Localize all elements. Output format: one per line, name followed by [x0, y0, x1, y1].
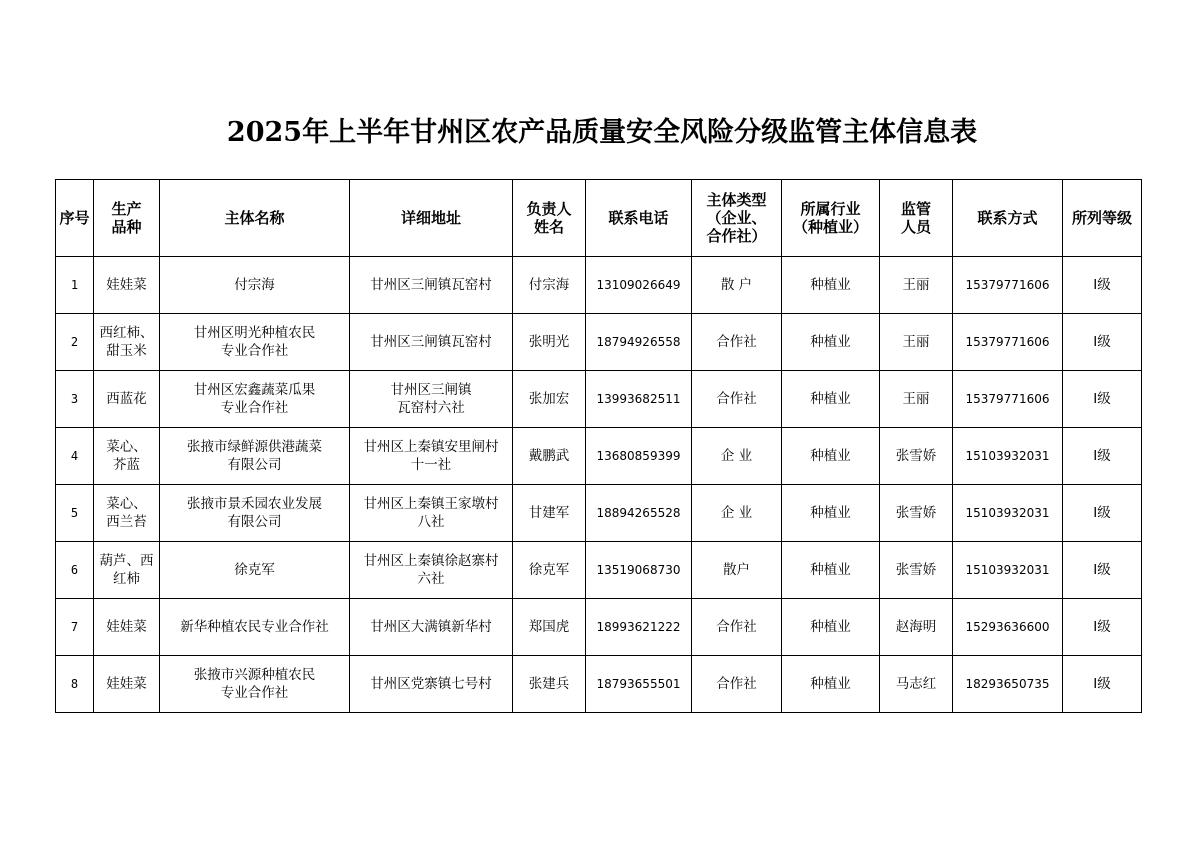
cell-address-line: 甘州区党寨镇七号村	[370, 676, 492, 692]
cell-grade	[1063, 257, 1142, 314]
cell-entity-type-line: 散户	[723, 562, 750, 578]
cell-entity-name-line: 专业合作社	[220, 400, 289, 416]
cell-entity-name	[160, 314, 350, 371]
cell-address-line: 瓦窑村六社	[397, 400, 465, 416]
cell-entity-type	[692, 428, 782, 485]
cell-entity-type	[692, 371, 782, 428]
cell-entity-name-line: 张掖市绿鲜源供港蔬菜	[187, 439, 322, 455]
cell-variety-line: 菜心、	[106, 496, 147, 512]
cell-industry	[782, 428, 880, 485]
cell-phone-line: 18894265528	[596, 506, 681, 520]
cell-entity-name-line: 甘州区明光种植农民	[193, 325, 316, 341]
cell-address	[350, 257, 513, 314]
header-contact	[953, 180, 1063, 257]
cell-entity-name-line: 有限公司	[227, 457, 282, 473]
cell-address	[350, 542, 513, 599]
cell-entity-type-line: 合作社	[716, 676, 757, 692]
cell-supervisor	[880, 371, 953, 428]
cell-industry-line: 种植业	[810, 334, 851, 350]
cell-address-line: 甘州区上秦镇安里闸村	[363, 439, 499, 455]
cell-supervisor	[880, 542, 953, 599]
cell-seq	[56, 599, 94, 656]
cell-phone	[586, 428, 692, 485]
cell-phone	[586, 542, 692, 599]
header-variety	[94, 180, 160, 257]
cell-variety	[94, 428, 160, 485]
cell-entity-type	[692, 314, 782, 371]
header-seq	[56, 180, 94, 257]
cell-supervisor-line: 张雪娇	[895, 448, 937, 464]
cell-variety	[94, 314, 160, 371]
cell-phone-line: 18793655501	[596, 677, 681, 691]
cell-contact-line: 15379771606	[965, 278, 1050, 292]
header-grade-line: 所列等级	[1071, 209, 1132, 227]
header-contact-line: 联系方式	[977, 209, 1038, 227]
cell-address	[350, 485, 513, 542]
table-row	[56, 656, 1142, 713]
cell-address-line: 六社	[417, 571, 445, 587]
cell-person-in-charge	[513, 428, 586, 485]
cell-grade-line: Ⅰ级	[1093, 562, 1111, 578]
cell-grade	[1063, 542, 1142, 599]
cell-entity-name-line: 有限公司	[227, 514, 282, 530]
cell-seq-line: 4	[70, 449, 79, 463]
header-variety-line: 品种	[111, 218, 142, 236]
cell-grade-line: Ⅰ级	[1093, 334, 1111, 350]
cell-person-in-charge	[513, 656, 586, 713]
cell-entity-type	[692, 485, 782, 542]
cell-industry	[782, 257, 880, 314]
cell-variety-line: 芥蓝	[113, 457, 140, 473]
cell-address	[350, 656, 513, 713]
cell-address	[350, 428, 513, 485]
cell-entity-type	[692, 542, 782, 599]
cell-grade	[1063, 314, 1142, 371]
cell-variety	[94, 485, 160, 542]
cell-seq	[56, 485, 94, 542]
table-row	[56, 314, 1142, 371]
cell-address-line: 八社	[417, 514, 445, 530]
cell-person-in-charge-line: 徐克军	[528, 562, 570, 578]
cell-phone-line: 18993621222	[596, 620, 681, 634]
cell-seq	[56, 257, 94, 314]
cell-address-line: 甘州区上秦镇王家墩村	[363, 496, 499, 512]
cell-variety-line: 娃娃菜	[106, 676, 147, 692]
header-industry-line: 所属行业	[800, 200, 861, 218]
cell-industry-line: 种植业	[810, 619, 851, 635]
cell-person-in-charge-line: 郑国虎	[528, 619, 570, 635]
cell-phone	[586, 257, 692, 314]
cell-industry	[782, 599, 880, 656]
cell-supervisor-line: 王丽	[902, 334, 930, 350]
cell-entity-name-line: 付宗海	[234, 277, 275, 293]
cell-grade-line: Ⅰ级	[1093, 277, 1111, 293]
header-address	[350, 180, 513, 257]
cell-variety	[94, 257, 160, 314]
cell-contact	[953, 257, 1063, 314]
cell-address-line: 甘州区上秦镇徐赵寨村	[363, 553, 499, 569]
header-industry-line: （种植业）	[792, 218, 868, 236]
cell-seq-line: 1	[70, 278, 79, 292]
cell-grade-line: Ⅰ级	[1093, 391, 1111, 407]
cell-entity-type-line: 合作社	[716, 334, 757, 350]
cell-variety-line: 甜玉米	[106, 343, 147, 359]
cell-contact-line: 18293650735	[965, 677, 1050, 691]
header-supervisor	[880, 180, 953, 257]
cell-entity-name	[160, 257, 350, 314]
cell-entity-name	[160, 542, 350, 599]
cell-variety-line: 西蓝花	[106, 391, 147, 407]
table-row	[56, 257, 1142, 314]
cell-entity-name	[160, 485, 350, 542]
cell-entity-name	[160, 371, 350, 428]
cell-seq-line: 7	[70, 620, 79, 634]
cell-seq	[56, 371, 94, 428]
cell-contact-line: 15293636600	[965, 620, 1050, 634]
header-person-in-charge-line: 姓名	[533, 218, 564, 236]
header-entity-type	[692, 180, 782, 257]
cell-address-line: 十一社	[410, 457, 452, 473]
cell-supervisor-line: 赵海明	[895, 619, 937, 635]
header-entity-type-line: 合作社）	[706, 227, 767, 245]
header-person-in-charge-line: 负责人	[526, 200, 572, 218]
cell-variety-line: 西兰苔	[106, 514, 147, 530]
cell-phone	[586, 485, 692, 542]
cell-contact-line: 15103932031	[965, 506, 1050, 520]
header-supervisor-line: 监管	[900, 200, 931, 218]
cell-contact-line: 15103932031	[965, 563, 1050, 577]
cell-entity-type-line: 合作社	[716, 619, 757, 635]
cell-entity-name	[160, 656, 350, 713]
cell-seq	[56, 428, 94, 485]
cell-entity-type-line: 企 业	[720, 505, 753, 521]
cell-person-in-charge-line: 张明光	[528, 334, 570, 350]
header-phone-line: 联系电话	[608, 209, 669, 227]
cell-variety-line: 菜心、	[106, 439, 147, 455]
cell-person-in-charge-line: 张加宏	[528, 391, 570, 407]
cell-person-in-charge	[513, 485, 586, 542]
cell-person-in-charge-line: 戴鹏武	[528, 448, 570, 464]
header-industry	[782, 180, 880, 257]
cell-person-in-charge	[513, 599, 586, 656]
table-row	[56, 485, 1142, 542]
cell-grade-line: Ⅰ级	[1093, 448, 1111, 464]
cell-entity-name	[160, 428, 350, 485]
cell-seq-line: 2	[70, 335, 79, 349]
header-entity-name	[160, 180, 350, 257]
cell-variety	[94, 542, 160, 599]
cell-address-line: 甘州区大满镇新华村	[370, 619, 492, 635]
cell-supervisor	[880, 428, 953, 485]
cell-person-in-charge-line: 张建兵	[528, 676, 570, 692]
cell-address-line: 甘州区三闸镇	[390, 382, 472, 398]
cell-entity-name-line: 张掖市景禾园农业发展	[187, 496, 322, 512]
cell-industry-line: 种植业	[810, 676, 851, 692]
cell-variety-line: 红柿	[113, 571, 140, 587]
cell-address	[350, 371, 513, 428]
cell-variety-line: 娃娃菜	[106, 277, 147, 293]
cell-supervisor	[880, 485, 953, 542]
cell-supervisor	[880, 257, 953, 314]
cell-seq	[56, 314, 94, 371]
cell-seq-line: 6	[70, 563, 79, 577]
cell-contact	[953, 428, 1063, 485]
cell-industry	[782, 371, 880, 428]
cell-supervisor-line: 王丽	[902, 277, 930, 293]
cell-contact-line: 15103932031	[965, 449, 1050, 463]
cell-grade-line: Ⅰ级	[1093, 676, 1111, 692]
cell-grade	[1063, 371, 1142, 428]
cell-phone	[586, 599, 692, 656]
cell-entity-type-line: 散 户	[720, 277, 753, 293]
cell-phone	[586, 656, 692, 713]
cell-supervisor-line: 马志红	[895, 676, 937, 692]
cell-seq-line: 3	[70, 392, 79, 406]
cell-person-in-charge	[513, 314, 586, 371]
cell-phone	[586, 314, 692, 371]
cell-entity-name-line: 甘州区宏鑫蔬菜瓜果	[193, 382, 316, 398]
cell-contact	[953, 599, 1063, 656]
cell-grade	[1063, 428, 1142, 485]
cell-industry-line: 种植业	[810, 448, 851, 464]
cell-entity-type	[692, 656, 782, 713]
cell-variety	[94, 656, 160, 713]
cell-supervisor	[880, 314, 953, 371]
cell-entity-name-line: 专业合作社	[220, 343, 289, 359]
cell-supervisor-line: 张雪娇	[895, 505, 937, 521]
cell-entity-name-line: 专业合作社	[220, 685, 289, 701]
cell-entity-name	[160, 599, 350, 656]
cell-entity-name-line: 徐克军	[234, 562, 275, 578]
cell-variety	[94, 599, 160, 656]
cell-industry	[782, 542, 880, 599]
cell-phone-line: 13109026649	[596, 278, 681, 292]
cell-entity-type	[692, 599, 782, 656]
cell-phone-line: 13680859399	[596, 449, 681, 463]
supervision-table	[55, 179, 1142, 713]
cell-phone-line: 13519068730	[596, 563, 681, 577]
table-row	[56, 371, 1142, 428]
cell-grade	[1063, 485, 1142, 542]
cell-industry	[782, 485, 880, 542]
cell-phone-line: 13993682511	[596, 392, 681, 406]
cell-seq	[56, 656, 94, 713]
header-entity-name-line: 主体名称	[224, 209, 285, 227]
cell-entity-type-line: 企 业	[720, 448, 753, 464]
cell-supervisor	[880, 599, 953, 656]
cell-address-line: 甘州区三闸镇瓦窑村	[370, 334, 492, 350]
cell-address	[350, 599, 513, 656]
cell-seq-line: 5	[70, 506, 79, 520]
cell-person-in-charge	[513, 257, 586, 314]
cell-entity-name-line: 新华种植农民专业合作社	[180, 619, 329, 635]
cell-grade	[1063, 656, 1142, 713]
cell-contact	[953, 656, 1063, 713]
cell-supervisor-line: 张雪娇	[895, 562, 937, 578]
table-row	[56, 542, 1142, 599]
header-entity-type-line: 主体类型	[706, 191, 767, 209]
table-row	[56, 599, 1142, 656]
header-person-in-charge	[513, 180, 586, 257]
header-entity-type-line: （企业、	[706, 209, 767, 227]
cell-contact	[953, 485, 1063, 542]
cell-entity-type	[692, 257, 782, 314]
cell-person-in-charge-line: 付宗海	[528, 277, 570, 293]
cell-grade	[1063, 599, 1142, 656]
cell-industry-line: 种植业	[810, 277, 851, 293]
cell-seq	[56, 542, 94, 599]
cell-person-in-charge-line: 甘建军	[528, 505, 570, 521]
cell-contact	[953, 371, 1063, 428]
header-grade	[1063, 180, 1142, 257]
cell-variety	[94, 371, 160, 428]
cell-person-in-charge	[513, 371, 586, 428]
cell-address	[350, 314, 513, 371]
header-phone	[586, 180, 692, 257]
cell-grade-line: Ⅰ级	[1093, 505, 1111, 521]
cell-seq-line: 8	[70, 677, 79, 691]
cell-industry	[782, 656, 880, 713]
cell-person-in-charge	[513, 542, 586, 599]
cell-supervisor-line: 王丽	[902, 391, 930, 407]
header-variety-line: 生产	[111, 200, 142, 218]
table-row	[56, 428, 1142, 485]
cell-phone-line: 18794926558	[596, 335, 681, 349]
cell-address-line: 甘州区三闸镇瓦窑村	[370, 277, 492, 293]
cell-phone	[586, 371, 692, 428]
cell-industry-line: 种植业	[810, 505, 851, 521]
cell-variety-line: 西红柿、	[99, 325, 154, 341]
cell-variety-line: 娃娃菜	[106, 619, 147, 635]
cell-industry	[782, 314, 880, 371]
header-seq-line: 序号	[59, 209, 90, 227]
cell-entity-type-line: 合作社	[716, 391, 757, 407]
cell-contact	[953, 542, 1063, 599]
table-header-row	[56, 180, 1142, 257]
cell-contact	[953, 314, 1063, 371]
cell-contact-line: 15379771606	[965, 335, 1050, 349]
page-title: 2025年上半年甘州区农产品质量安全风险分级监管主体信息表	[226, 117, 978, 148]
header-address-line: 详细地址	[400, 209, 461, 227]
cell-grade-line: Ⅰ级	[1093, 619, 1111, 635]
cell-industry-line: 种植业	[810, 391, 851, 407]
cell-entity-name-line: 张掖市兴源种植农民	[193, 667, 316, 683]
header-supervisor-line: 人员	[900, 218, 931, 236]
cell-contact-line: 15379771606	[965, 392, 1050, 406]
cell-supervisor	[880, 656, 953, 713]
cell-variety-line: 葫芦、西	[99, 553, 154, 569]
cell-industry-line: 种植业	[810, 562, 851, 578]
table-body	[56, 257, 1142, 713]
